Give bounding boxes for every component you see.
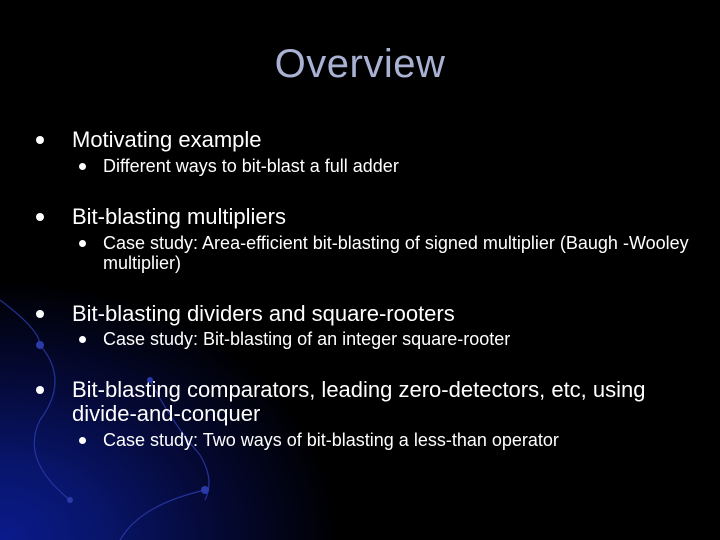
bullet-dot-icon bbox=[36, 213, 44, 221]
bullet-dot-icon bbox=[36, 310, 44, 318]
sub-bullet-dot-icon bbox=[79, 336, 86, 343]
sub-bullet-dot-icon bbox=[79, 163, 86, 170]
sub-bullet-item: Case study: Two ways of bit-blasting a less-than operator bbox=[103, 430, 559, 450]
bullet-dot-icon bbox=[36, 136, 44, 144]
bullet-item: Motivating example bbox=[72, 127, 262, 152]
sub-bullet-item: Case study: Area-efficient bit-blasting of signed multiplier (Baugh -Wooley multiplier) bbox=[103, 233, 689, 273]
bullet-dot-icon bbox=[36, 386, 44, 394]
slide-title: Overview bbox=[274, 42, 446, 86]
bullet-item: Bit-blasting dividers and square-rooters bbox=[72, 301, 455, 326]
sub-bullet-item: Different ways to bit-blast a full adder bbox=[103, 156, 399, 176]
bullet-item: Bit-blasting multipliers bbox=[72, 204, 286, 229]
sub-bullet-dot-icon bbox=[79, 240, 86, 247]
sub-bullet-dot-icon bbox=[79, 437, 86, 444]
bullet-item: Bit-blasting comparators, leading zero-detectors, etc, using divide-and-conquer bbox=[72, 377, 646, 426]
sub-bullet-item: Case study: Bit-blasting of an integer square-rooter bbox=[103, 329, 511, 349]
